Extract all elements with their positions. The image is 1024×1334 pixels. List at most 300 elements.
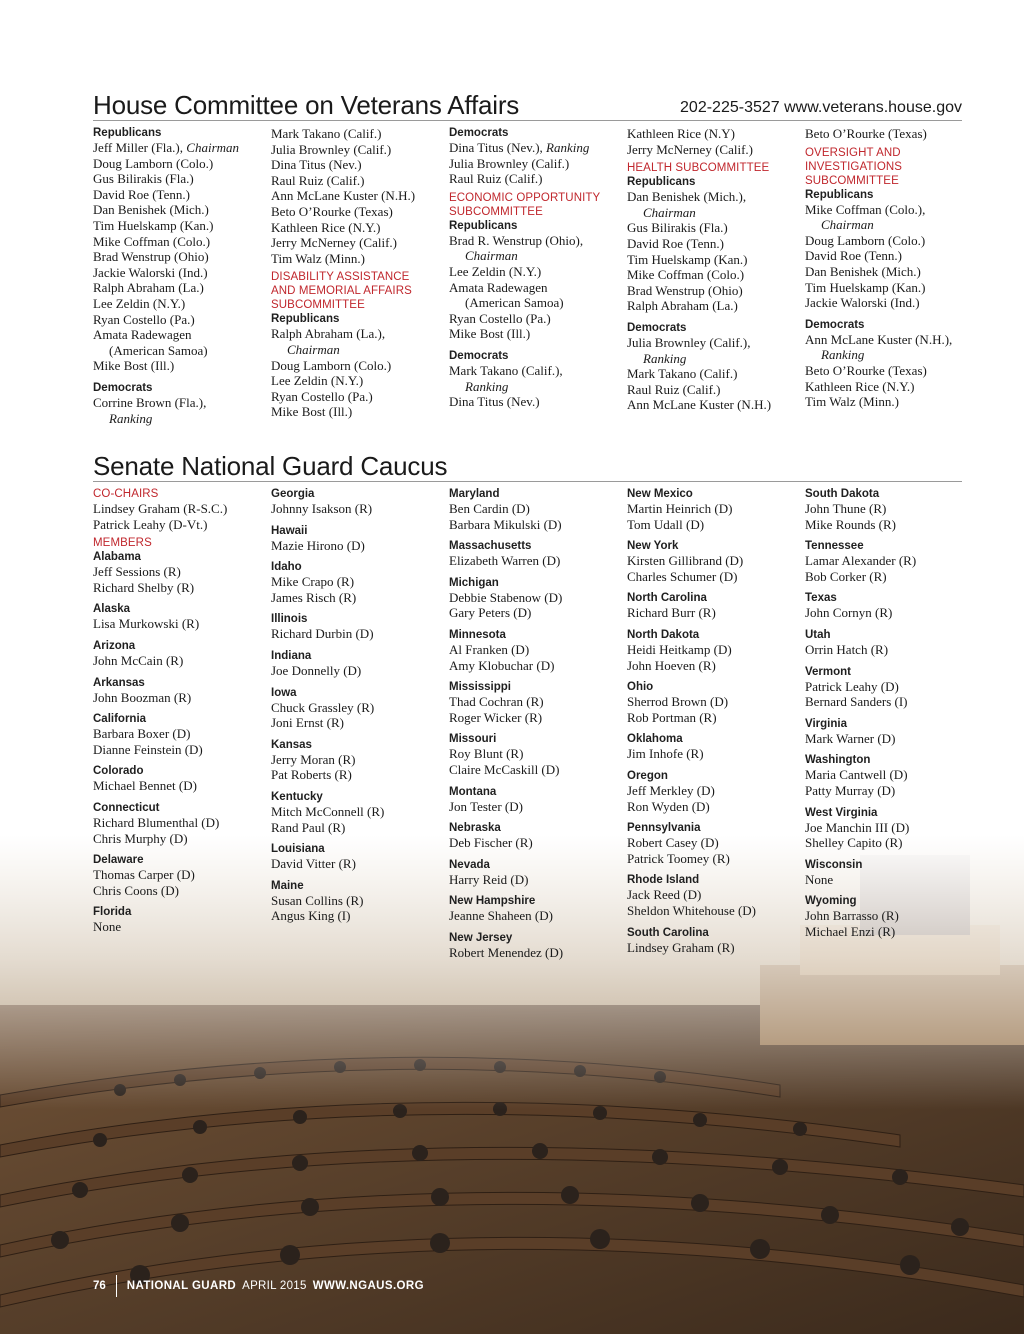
member-name xyxy=(271,251,449,267)
group-heading: Pennsylvania xyxy=(627,822,701,835)
spacer xyxy=(805,311,983,318)
member-name xyxy=(449,233,627,249)
member-name-text: John Thune (R) xyxy=(805,501,887,516)
member-name-text: Kathleen Rice (N.Y) xyxy=(627,126,735,141)
member-name-text: Mike Coffman (Colo.) xyxy=(93,233,211,249)
member-name-text: Lisa Murkowski (R) xyxy=(93,616,200,632)
subcommittee-heading: MEMBERS xyxy=(93,537,152,550)
member-name-text: Richard Durbin (D) xyxy=(271,626,374,642)
member-name-text: Amata Radewagen xyxy=(449,279,548,295)
member-name xyxy=(805,642,983,658)
group-heading: New York xyxy=(627,540,679,553)
member-name-text: Ralph Abraham (La.) xyxy=(627,298,738,314)
member-name-text: James Risch (R) xyxy=(271,589,357,605)
member-name xyxy=(93,265,271,281)
group-heading: Florida xyxy=(93,906,132,919)
member-name xyxy=(271,538,449,554)
member-name xyxy=(93,580,271,596)
member-name-text: David Roe (Tenn.) xyxy=(93,186,190,202)
group-heading: Democrats xyxy=(805,318,865,331)
spacer xyxy=(805,746,983,753)
spacer xyxy=(449,532,627,539)
group-heading: North Dakota xyxy=(627,628,700,641)
member-name xyxy=(271,204,449,220)
member-name xyxy=(93,742,271,758)
member-name xyxy=(627,298,805,314)
group-heading: South Dakota xyxy=(805,488,880,500)
member-name-text: Sherrod Brown (D) xyxy=(627,694,729,710)
member-name xyxy=(93,653,271,669)
member-name-text: Dan Benishek (Mich.), xyxy=(627,189,747,205)
member-name-text: Dan Benishek (Mich.) xyxy=(93,202,209,218)
member-name-text: Raul Ruiz (Calif.) xyxy=(449,171,543,187)
subcommittee-heading: SUBCOMMITTEE xyxy=(271,299,365,312)
member-name xyxy=(271,715,449,731)
group-heading: Ohio xyxy=(627,681,654,694)
page-footer xyxy=(93,1275,424,1297)
member-name-text: Jeff Merkley (D) xyxy=(627,782,715,798)
member-name xyxy=(805,835,983,851)
group-heading: West Virginia xyxy=(805,806,878,819)
member-name-text: Ann McLane Kuster (N.H.), xyxy=(805,331,953,347)
member-name xyxy=(449,264,627,280)
house-column xyxy=(627,126,805,426)
member-name-text: Roy Blunt (R) xyxy=(449,746,524,762)
member-name xyxy=(627,835,805,851)
group-heading: Republicans xyxy=(93,127,162,139)
member-name-text: Kirsten Gillibrand (D) xyxy=(627,553,744,569)
member-name-text: Lindsey Graham (R-S.C.) xyxy=(93,501,228,516)
member-name-text: Mike Crapo (R) xyxy=(271,574,355,590)
member-name-text: Martin Heinrich (D) xyxy=(627,501,733,516)
group-heading: Rhode Island xyxy=(627,874,700,887)
group-heading: Democrats xyxy=(449,127,509,139)
member-name-text: Mike Coffman (Colo.), xyxy=(805,201,926,217)
house-column xyxy=(93,126,271,426)
member-name xyxy=(449,171,627,187)
member-name-text: Mike Coffman (Colo.) xyxy=(627,267,745,283)
spacer xyxy=(627,314,805,321)
spacer xyxy=(271,553,449,560)
member-name-text: David Roe (Tenn.) xyxy=(805,248,902,264)
member-name-text: Mitch McConnell (R) xyxy=(271,803,385,819)
member-role: Chairman xyxy=(465,248,518,264)
member-name xyxy=(627,553,805,569)
group-heading: Republicans xyxy=(449,219,518,232)
member-role: Ranking xyxy=(109,410,153,426)
member-name xyxy=(449,156,627,172)
spacer xyxy=(93,595,271,602)
member-role: Ranking xyxy=(465,378,509,394)
member-name xyxy=(449,835,627,851)
member-name xyxy=(627,366,805,382)
member-name xyxy=(271,501,449,517)
member-name-text: Mark Takano (Calif.) xyxy=(627,366,738,382)
group-heading: Louisiana xyxy=(271,843,325,856)
member-name xyxy=(805,872,983,888)
member-name xyxy=(449,311,627,327)
member-name-text: None xyxy=(805,871,834,887)
member-name xyxy=(449,590,627,606)
spacer xyxy=(271,517,449,524)
member-name xyxy=(805,694,983,710)
member-name xyxy=(93,831,271,847)
group-heading: Alaska xyxy=(93,603,131,616)
magazine-name: NATIONAL GUARD xyxy=(126,1280,237,1292)
member-name-text: Joni Ernst (R) xyxy=(271,715,344,731)
member-role: Chairman xyxy=(186,140,240,155)
member-name-text: Jack Reed (D) xyxy=(627,887,702,903)
member-name-text: Pat Roberts (R) xyxy=(271,767,352,783)
member-name xyxy=(93,564,271,580)
member-name xyxy=(627,903,805,919)
member-name xyxy=(805,553,983,569)
member-name xyxy=(805,767,983,783)
member-name xyxy=(805,264,983,280)
spacer xyxy=(449,924,627,931)
member-name xyxy=(805,280,983,296)
group-heading: Tennessee xyxy=(805,540,864,553)
group-heading: Arizona xyxy=(93,639,136,652)
member-name xyxy=(627,940,805,956)
spacer xyxy=(449,342,627,349)
subcommittee-heading: SUBCOMMITTEE xyxy=(449,205,543,218)
member-name-text: Jon Tester (D) xyxy=(449,798,523,814)
member-name-text: Richard Shelby (R) xyxy=(93,579,195,595)
house-column xyxy=(271,126,449,426)
member-name xyxy=(449,517,627,533)
member-name xyxy=(271,389,449,405)
member-name xyxy=(805,783,983,799)
member-name xyxy=(449,710,627,726)
member-name-text: Tom Udall (D) xyxy=(627,516,705,532)
member-name xyxy=(271,626,449,642)
member-name xyxy=(271,700,449,716)
member-name xyxy=(271,804,449,820)
member-name xyxy=(271,767,449,783)
senate-column xyxy=(627,487,805,961)
member-name-text: Barbara Boxer (D) xyxy=(93,726,191,742)
member-name xyxy=(93,726,271,742)
member-name-text: Gary Peters (D) xyxy=(449,605,532,621)
member-name-text: Mark Takano (Calif.), xyxy=(449,362,563,378)
group-heading: California xyxy=(93,713,147,726)
member-name-text: Sheldon Whitehouse (D) xyxy=(627,902,757,918)
member-name xyxy=(805,820,983,836)
member-name-text: Jackie Walorski (Ind.) xyxy=(93,264,208,280)
issue-date: APRIL 2015 xyxy=(242,1280,307,1292)
member-name xyxy=(805,731,983,747)
member-name xyxy=(627,189,805,205)
member-name xyxy=(93,156,271,172)
member-name-text: Jerry McNerney (Calif.) xyxy=(271,235,397,251)
member-name-text: Tim Huelskamp (Kan.) xyxy=(627,251,748,267)
member-name xyxy=(93,919,271,935)
member-name xyxy=(271,126,449,142)
member-name-text: Ralph Abraham (La.) xyxy=(93,280,204,296)
spacer xyxy=(449,673,627,680)
spacer xyxy=(805,621,983,628)
spacer xyxy=(449,778,627,785)
spacer xyxy=(271,872,449,879)
member-name xyxy=(805,332,983,348)
spacer xyxy=(805,532,983,539)
spacer xyxy=(93,898,271,905)
member-name xyxy=(271,157,449,173)
subcommittee-heading: INVESTIGATIONS xyxy=(805,160,903,173)
member-name xyxy=(93,815,271,831)
member-name-text: Johnny Isakson (R) xyxy=(271,501,373,516)
member-name xyxy=(627,783,805,799)
member-name xyxy=(93,140,271,156)
member-name xyxy=(627,642,805,658)
member-name-text: Elizabeth Warren (D) xyxy=(449,553,561,569)
member-name-text: Amy Klobuchar (D) xyxy=(449,657,555,673)
member-name-text: Ann McLane Kuster (N.H.) xyxy=(627,397,772,413)
member-name-text: Jeanne Shaheen (D) xyxy=(449,908,553,924)
spacer xyxy=(805,658,983,665)
member-name-text: Jerry Moran (R) xyxy=(271,751,356,767)
group-heading: Hawaii xyxy=(271,524,308,537)
member-role: Chairman xyxy=(821,217,874,233)
member-name-text: Amata Radewagen xyxy=(93,327,192,343)
subcommittee-heading: OVERSIGHT AND xyxy=(805,146,901,159)
member-name-text: Robert Casey (D) xyxy=(627,835,719,851)
spacer xyxy=(271,642,449,649)
member-name-text: Thomas Carper (D) xyxy=(93,867,195,883)
member-name-text: Dina Titus (Nev.) xyxy=(271,157,362,173)
member-name-text: Shelley Capito (R) xyxy=(805,835,903,851)
member-name xyxy=(805,295,983,311)
group-heading: Vermont xyxy=(805,665,852,678)
member-name-text: Patrick Toomey (R) xyxy=(627,850,730,866)
member-name xyxy=(805,248,983,264)
group-heading: Maine xyxy=(271,879,304,892)
member-name-text: Tim Huelskamp (Kan.) xyxy=(93,217,214,233)
group-heading: Indiana xyxy=(271,649,312,662)
member-name xyxy=(449,326,627,342)
group-heading: Connecticut xyxy=(93,801,160,814)
member-name-text: Michael Enzi (R) xyxy=(805,923,896,939)
member-name xyxy=(627,126,805,142)
member-name-text: Patrick Leahy (D-Vt.) xyxy=(93,516,208,532)
member-name-text: Richard Burr (R) xyxy=(627,605,716,621)
member-name-text: Doug Lamborn (Colo.) xyxy=(805,232,926,248)
member-name-text: Chris Murphy (D) xyxy=(93,830,188,846)
member-name-text: Ryan Costello (Pa.) xyxy=(449,310,551,326)
member-name xyxy=(271,908,449,924)
group-heading: Oklahoma xyxy=(627,733,683,746)
member-name-text: Tim Huelskamp (Kan.) xyxy=(805,279,926,295)
member-name-text: Ann McLane Kuster (N.H.) xyxy=(271,188,416,204)
group-heading: Idaho xyxy=(271,561,302,574)
member-name-text: Ben Cardin (D) xyxy=(449,501,530,516)
member-name-text: Deb Fischer (R) xyxy=(449,835,533,851)
member-name-text: Julia Brownley (Calif.) xyxy=(449,155,570,171)
member-role: Chairman xyxy=(287,341,340,357)
member-name-text: Ryan Costello (Pa.) xyxy=(271,388,373,404)
member-name-text: Dan Benishek (Mich.) xyxy=(805,263,921,279)
house-column xyxy=(449,126,627,426)
spacer xyxy=(627,673,805,680)
member-name xyxy=(93,517,271,533)
member-name xyxy=(805,501,983,517)
member-name-text: Joe Donnelly (D) xyxy=(271,662,362,678)
group-heading: Republicans xyxy=(627,176,696,189)
senate-column xyxy=(93,487,271,961)
member-name-text: Doug Lamborn (Colo.) xyxy=(271,357,392,373)
house-column xyxy=(805,126,983,426)
member-name xyxy=(449,799,627,815)
senate-column xyxy=(271,487,449,961)
member-name xyxy=(271,358,449,374)
member-name-text: Roger Wicker (R) xyxy=(449,709,543,725)
member-name xyxy=(93,883,271,899)
member-name xyxy=(627,799,805,815)
member-name-text: Corrine Brown (Fla.), xyxy=(93,394,207,410)
member-name xyxy=(271,663,449,679)
member-name xyxy=(271,235,449,251)
group-heading: Kentucky xyxy=(271,790,323,803)
spacer xyxy=(93,705,271,712)
member-name-text: Chuck Grassley (R) xyxy=(271,699,375,715)
member-name xyxy=(805,517,983,533)
senate-column xyxy=(805,487,983,961)
member-name xyxy=(93,218,271,234)
spacer xyxy=(805,851,983,858)
subcommittee-heading: HEALTH SUBCOMMITTEE xyxy=(627,162,770,175)
group-heading: Minnesota xyxy=(449,628,506,641)
member-name-text: Gus Bilirakis (Fla.) xyxy=(627,220,728,236)
member-name-text: John Barrasso (R) xyxy=(805,908,899,924)
member-name-text: Dianne Feinstein (D) xyxy=(93,741,203,757)
member-name-text: Brad Wenstrup (Ohio) xyxy=(93,249,209,265)
spacer xyxy=(805,799,983,806)
member-name-text: Dina Titus (Nev.) xyxy=(449,394,540,410)
group-heading: Republicans xyxy=(271,313,340,326)
group-heading: Georgia xyxy=(271,488,315,500)
group-heading: Republicans xyxy=(805,188,874,201)
member-name-text: Kathleen Rice (N.Y.) xyxy=(805,378,915,394)
spacer xyxy=(449,569,627,576)
member-name-text: Rand Paul (R) xyxy=(271,819,346,835)
member-name-text: Joe Manchin III (D) xyxy=(805,819,910,835)
group-heading: New Jersey xyxy=(449,931,513,944)
member-name xyxy=(93,280,271,296)
member-name xyxy=(449,658,627,674)
group-heading: North Carolina xyxy=(627,592,707,605)
member-name-text: Tim Walz (Minn.) xyxy=(805,394,899,410)
member-name-text: Tim Walz (Minn.) xyxy=(271,250,365,266)
spacer xyxy=(93,374,271,381)
member-name xyxy=(449,872,627,888)
group-heading: Massachusetts xyxy=(449,540,532,553)
member-name xyxy=(627,397,805,413)
group-heading: Nebraska xyxy=(449,822,501,835)
member-name xyxy=(449,908,627,924)
spacer xyxy=(449,887,627,894)
member-name-text: Al Franken (D) xyxy=(449,641,530,657)
member-name-text: Patty Murray (D) xyxy=(805,782,896,798)
group-heading: Virginia xyxy=(805,717,847,730)
member-name-text: Lee Zeldin (N.Y.) xyxy=(93,295,186,311)
senate-column xyxy=(449,487,627,961)
spacer xyxy=(93,632,271,639)
member-name xyxy=(805,202,983,218)
senate-header xyxy=(93,451,962,482)
member-name xyxy=(271,590,449,606)
spacer xyxy=(271,731,449,738)
member-name xyxy=(271,893,449,909)
group-heading: Texas xyxy=(805,592,837,605)
group-heading: Colorado xyxy=(93,765,144,778)
spacer xyxy=(93,757,271,764)
member-name xyxy=(271,173,449,189)
member-name xyxy=(627,658,805,674)
member-name xyxy=(627,887,805,903)
member-role: Ranking xyxy=(643,350,687,366)
member-name xyxy=(805,679,983,695)
member-name-text: Ron Wyden (D) xyxy=(627,798,710,814)
website-link[interactable]: WWW.NGAUS.ORG xyxy=(312,1280,424,1292)
member-name xyxy=(627,569,805,585)
member-name xyxy=(627,710,805,726)
member-name xyxy=(805,126,983,142)
member-name-text: Barbara Mikulski (D) xyxy=(449,516,562,532)
spacer xyxy=(93,669,271,676)
member-name xyxy=(93,327,271,343)
group-heading: Arkansas xyxy=(93,676,145,689)
spacer xyxy=(271,783,449,790)
house-title: House Committee on Veterans Affairs xyxy=(93,90,520,120)
member-name xyxy=(449,605,627,621)
member-name xyxy=(93,358,271,374)
spacer xyxy=(271,679,449,686)
member-name xyxy=(449,553,627,569)
member-name-text: Harry Reid (D) xyxy=(449,871,529,887)
member-name xyxy=(627,746,805,762)
member-name-text: Lee Zeldin (N.Y.) xyxy=(449,263,542,279)
group-heading: New Hampshire xyxy=(449,895,536,908)
member-name xyxy=(93,501,271,517)
member-name-text: Kathleen Rice (N.Y.) xyxy=(271,219,381,235)
group-heading: Democrats xyxy=(93,381,153,394)
spacer xyxy=(627,532,805,539)
member-name xyxy=(449,694,627,710)
member-name-text: Ralph Abraham (La.), xyxy=(271,326,386,342)
member-name-text: Mike Bost (Ill.) xyxy=(271,404,353,420)
group-heading: Oregon xyxy=(627,769,668,782)
member-name-text: Mark Warner (D) xyxy=(805,730,896,746)
group-heading: Democrats xyxy=(627,321,687,334)
spacer xyxy=(449,814,627,821)
group-heading: Kansas xyxy=(271,738,312,751)
group-heading: Mississippi xyxy=(449,681,511,694)
spacer xyxy=(627,919,805,926)
member-name xyxy=(93,395,271,411)
member-name-text: Beto O’Rourke (Texas) xyxy=(805,126,927,141)
member-name xyxy=(93,234,271,250)
member-name-text: Jeff Miller (Fla.), xyxy=(93,140,187,155)
member-name-text: Dina Titus (Nev.), xyxy=(449,140,547,155)
member-name-text: Patrick Leahy (D) xyxy=(805,678,899,694)
house-header xyxy=(93,90,962,121)
page-number: 76 xyxy=(93,1280,106,1292)
member-name-text: Bob Corker (R) xyxy=(805,568,887,584)
member-name xyxy=(271,856,449,872)
member-name-text: David Roe (Tenn.) xyxy=(627,235,724,251)
member-name-text: Jim Inhofe (R) xyxy=(627,746,704,762)
